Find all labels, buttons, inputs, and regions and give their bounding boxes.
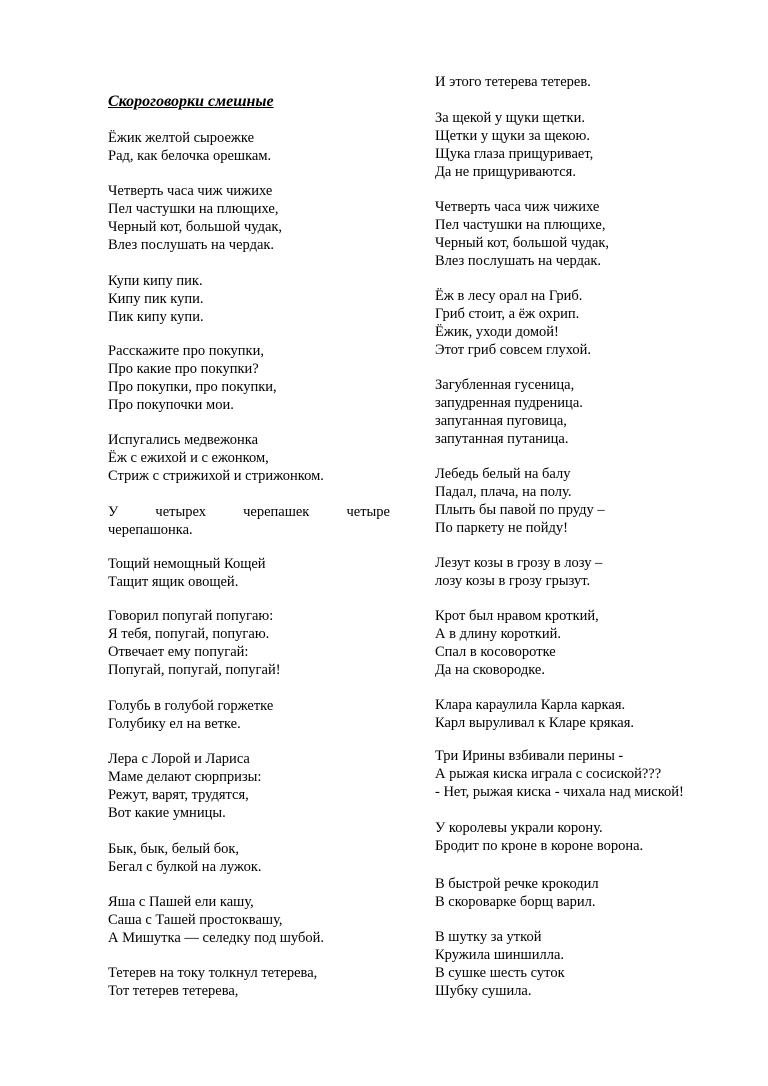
word: черепашек — [243, 504, 310, 520]
stanza — [108, 129, 390, 165]
text-line: В шутку за уткой — [435, 929, 542, 945]
stanza — [435, 109, 735, 181]
text-line: Ёж в лесу орал на Гриб. — [435, 288, 583, 304]
stanza — [435, 465, 735, 537]
text-line: Щетки у щуки за щекою. — [435, 128, 590, 144]
text-line: Щука глаза прищуривает, — [435, 146, 594, 162]
stanza — [435, 607, 735, 679]
text-line: Тетерев на току толкнул тетерева, — [108, 965, 318, 981]
text-line: Да на сковородке. — [435, 662, 545, 678]
text-line: Бродит по кроне в короне ворона. — [435, 838, 644, 854]
stanza — [435, 928, 735, 1000]
stanza — [435, 376, 735, 448]
text-line: Про покупки, про покупки, — [108, 379, 277, 395]
stanza — [435, 554, 735, 590]
text-line: Четверть часа чиж чижихе — [435, 199, 600, 215]
text-line: Рад, как белочка орешкам. — [108, 148, 272, 164]
text-line: Бык, бык, белый бок, — [108, 841, 240, 857]
word: четыре — [346, 504, 390, 520]
text-line: Расскажите про покупки, — [108, 343, 264, 359]
stanza — [108, 840, 390, 876]
text-line: запутанная путаница. — [435, 431, 569, 447]
stanza — [435, 198, 735, 270]
text-line: Гриб стоит, а ёж охрип. — [435, 306, 580, 322]
stanza — [108, 272, 390, 326]
stanza — [108, 607, 390, 679]
stanza — [108, 964, 390, 1000]
text-line: Про покупочки мои. — [108, 397, 234, 413]
text-line: Голубь в голубой горжетке — [108, 698, 274, 714]
text-line: У королевы украли корону. — [435, 820, 603, 836]
stanza — [108, 342, 390, 414]
text-line: Лезут козы в грозу в лозу – — [435, 555, 603, 571]
text-line: Попугай, попугай, попугай! — [108, 662, 281, 678]
stanza — [435, 73, 735, 91]
text-line: А рыжая киска играла с сосиской??? — [435, 766, 662, 782]
text-line: И этого тетерева тетерев. — [435, 74, 591, 90]
text-line: Да не прищуриваются. — [435, 164, 576, 180]
text-line: Пел частушки на плющихе, — [108, 201, 279, 217]
text-line: Этот гриб совсем глухой. — [435, 342, 592, 358]
text-line: По паркету не пойду! — [435, 520, 568, 536]
stanza — [108, 697, 390, 733]
text-line: Саша с Ташей простоквашу, — [108, 912, 283, 928]
text-line: Влез послушать на чердак. — [435, 253, 602, 269]
stanza — [435, 287, 735, 359]
text-line: Ёжик желтой сыроежке — [108, 130, 255, 146]
text-line: В быстрой речке крокодил — [435, 876, 599, 892]
text-line: Отвечает ему попугай: — [108, 644, 249, 660]
text-line: Я тебя, попугай, попугаю. — [108, 626, 270, 642]
stanza — [435, 747, 735, 801]
justified-text-line — [108, 503, 390, 521]
stanza — [108, 750, 390, 822]
text-line: Режут, варят, трудятся, — [108, 787, 249, 803]
word: четырех — [155, 504, 206, 520]
text-line: запудренная пудреница. — [435, 395, 583, 411]
text-line: - Нет, рыжая киска - чихала над миской! — [435, 784, 684, 800]
text-line: Влез послушать на чердак. — [108, 237, 275, 253]
text-line: Кипу пик купи. — [108, 291, 204, 307]
text-line: Крот был нравом кроткий, — [435, 608, 599, 624]
stanza — [108, 555, 390, 591]
text-line: Клара караулила Карла каркая. — [435, 697, 626, 713]
word: У — [108, 504, 119, 520]
text-line: Спал в косоворотке — [435, 644, 556, 660]
text-line: Пик кипу купи. — [108, 309, 204, 325]
text-line: Говорил попугай попугаю: — [108, 608, 274, 624]
text-line: В сушке шесть суток — [435, 965, 565, 981]
text-line: запуганная пуговица, — [435, 413, 567, 429]
stanza — [108, 182, 390, 254]
text-line: Купи кипу пик. — [108, 273, 203, 289]
text-line: Про какие про покупки? — [108, 361, 259, 377]
stanza — [435, 696, 735, 732]
text-line: Голубику ел на ветке. — [108, 716, 241, 732]
text-line: Кружила шиншилла. — [435, 947, 565, 963]
text-line: Ёж с ежихой и с ежонком, — [108, 450, 269, 466]
document-title: Скороговорки смешные — [108, 93, 274, 110]
text-line: Шубку сушила. — [435, 983, 532, 999]
text-line: Загубленная гусеница, — [435, 377, 575, 393]
text-line: Лера с Лорой и Лариса — [108, 751, 250, 767]
text-line: Тощий немощный Кощей — [108, 556, 266, 572]
text-line: Карл выруливал к Кларе крякая. — [435, 715, 635, 731]
text-line: В скороварке борщ варил. — [435, 894, 596, 910]
text-line: Стриж с стрижихой и стрижонком. — [108, 468, 324, 484]
text-line: Ёжик, уходи домой! — [435, 324, 559, 340]
text-line: черепашонка. — [108, 522, 193, 538]
text-line: Яша с Пашей ели кашу, — [108, 894, 254, 910]
text-line: Вот какие умницы. — [108, 805, 226, 821]
text-line: Три Ирины взбивали перины - — [435, 748, 624, 764]
text-line: Четверть часа чиж чижихе — [108, 183, 273, 199]
stanza — [435, 875, 735, 911]
text-line: Плыть бы павой по пруду – — [435, 502, 605, 518]
stanza — [108, 431, 390, 485]
text-line: Тот тетерев тетерева, — [108, 983, 239, 999]
text-line: Тащит ящик овощей. — [108, 574, 239, 590]
stanza — [108, 503, 390, 539]
text-line: Черный кот, большой чудак, — [435, 235, 610, 251]
text-line: Падал, плача, на полу. — [435, 484, 572, 500]
text-line: А в длину короткий. — [435, 626, 561, 642]
stanza — [108, 893, 390, 947]
text-line: Бегал с булкой на лужок. — [108, 859, 262, 875]
text-line: За щекой у щуки щетки. — [435, 110, 585, 126]
text-line: А Мишутка — селедку под шубой. — [108, 930, 324, 946]
text-line: Маме делают сюрпризы: — [108, 769, 262, 785]
text-line: Пел частушки на плющихе, — [435, 217, 606, 233]
text-line: Лебедь белый на балу — [435, 466, 571, 482]
stanza — [435, 819, 735, 855]
text-line: Черный кот, большой чудак, — [108, 219, 283, 235]
text-line: Испугались медвежонка — [108, 432, 259, 448]
text-line: лозу козы в грозу грызут. — [435, 573, 591, 589]
